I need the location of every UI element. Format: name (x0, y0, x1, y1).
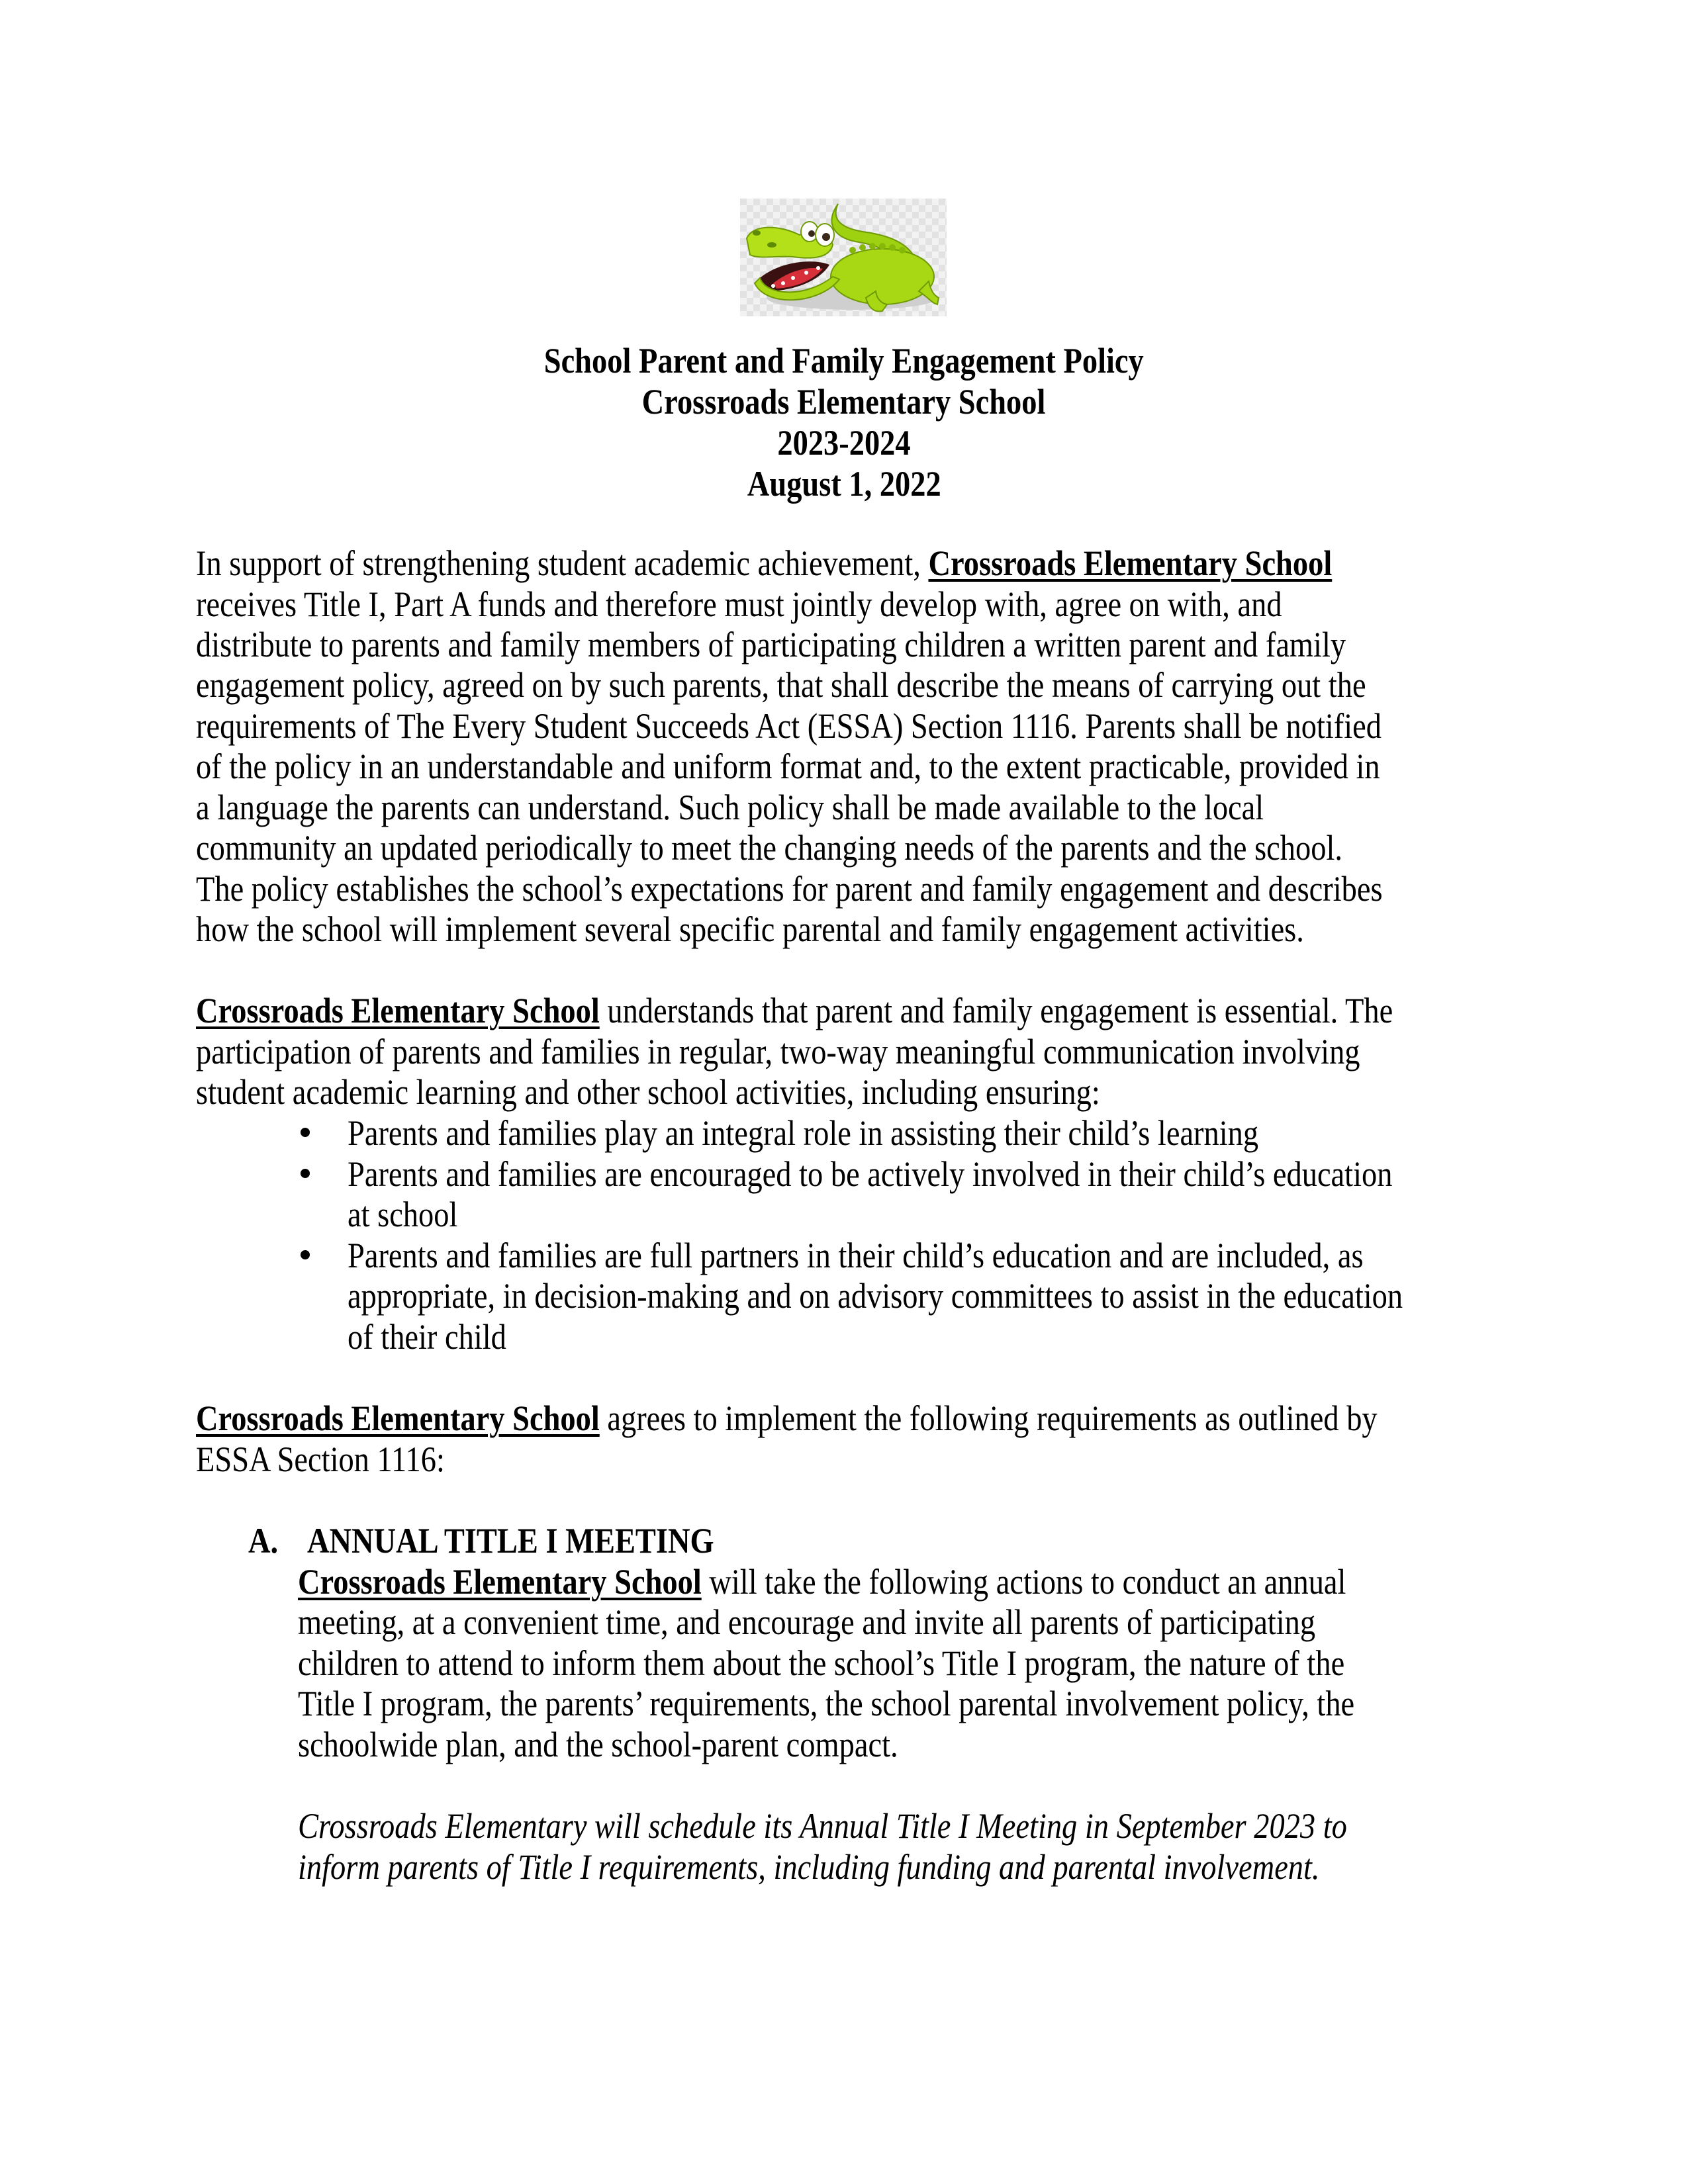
engagement-line: student academic learning and other school activities, including ensuring: (196, 1072, 1100, 1112)
school-name-emphasis: Crossroads Elementary School (298, 1562, 702, 1602)
intro-line: engagement policy, agreed on by such parents, that shall describe the means of carrying out the (196, 665, 1366, 705)
alligator-mascot-icon (740, 199, 947, 316)
intro-line: of the policy in an understandable and uniform format and, to the extent practicable, provided in (196, 747, 1380, 786)
intro-line: community an updated periodically to meet the changing needs of the parents and the school. (196, 828, 1342, 868)
intro-line: In support of strengthening student academic achievement, Crossroads Elementary School (196, 543, 1333, 583)
school-name-heading: Crossroads Elementary School (642, 382, 1046, 422)
engagement-line: participation of parents and families in regular, two-way meaningful communication involving (196, 1032, 1360, 1071)
bullet-text: at school (348, 1195, 458, 1234)
policy-date: August 1, 2022 (747, 464, 941, 504)
school-name-emphasis: Crossroads Elementary School (196, 991, 600, 1030)
bullet-text: Parents and families are full partners in their child’s education and are included, as (348, 1236, 1364, 1275)
bullet-text: Parents and families are encouraged to be actively involved in their child’s education (348, 1154, 1393, 1194)
bullet-text: appropriate, in decision-making and on advisory committees to assist in the education (348, 1276, 1403, 1316)
school-name-emphasis: Crossroads Elementary School (928, 543, 1333, 583)
intro-line: receives Title I, Part A funds and therefore must jointly develop with, agree on with, and (196, 584, 1282, 624)
intro-line: distribute to parents and family members of participating children a written parent and family (196, 625, 1346, 664)
meeting-schedule-note: Crossroads Elementary will schedule its Annual Title I Meeting in September 2023 to (298, 1806, 1347, 1846)
section-line: Crossroads Elementary School will take the following actions to conduct an annual (298, 1562, 1346, 1602)
section-line: Title I program, the parents’ requirements, the school parental involvement policy, the (298, 1684, 1355, 1723)
bullet-icon (301, 1169, 310, 1178)
bullet-text: Parents and families play an integral role in assisting their child’s learning (348, 1113, 1259, 1153)
requirements-line: Crossroads Elementary School agrees to implement the following requirements as outlined by (196, 1398, 1378, 1438)
section-marker: A. (248, 1521, 279, 1561)
section-line: meeting, at a convenient time, and encourage and invite all parents of participating (298, 1602, 1316, 1642)
intro-line: requirements of The Every Student Succeeds Act (ESSA) Section 1116. Parents shall be notified (196, 706, 1382, 746)
school-name-emphasis: Crossroads Elementary School (196, 1398, 600, 1438)
school-year: 2023-2024 (777, 423, 911, 463)
requirements-line: ESSA Section 1116: (196, 1439, 445, 1479)
engagement-line: Crossroads Elementary School understands that parent and family engagement is essential. The (196, 991, 1393, 1030)
intro-line: how the school will implement several specific parental and family engagement activities. (196, 909, 1304, 949)
section-line: children to attend to inform them about the school’s Title I program, the nature of the (298, 1643, 1345, 1683)
intro-line: a language the parents can understand. Such policy shall be made available to the local (196, 788, 1264, 827)
meeting-schedule-note: inform parents of Title I requirements, including funding and parental involvement. (298, 1847, 1320, 1887)
intro-line: The policy establishes the school’s expectations for parent and family engagement and describes (196, 869, 1383, 909)
policy-title: School Parent and Family Engagement Policy (543, 341, 1144, 381)
section-heading: ANNUAL TITLE I MEETING (307, 1521, 714, 1561)
section-line: schoolwide plan, and the school-parent compact. (298, 1725, 898, 1764)
bullet-text: of their child (348, 1317, 506, 1357)
bullet-icon (301, 1250, 310, 1259)
bullet-icon (301, 1128, 310, 1137)
